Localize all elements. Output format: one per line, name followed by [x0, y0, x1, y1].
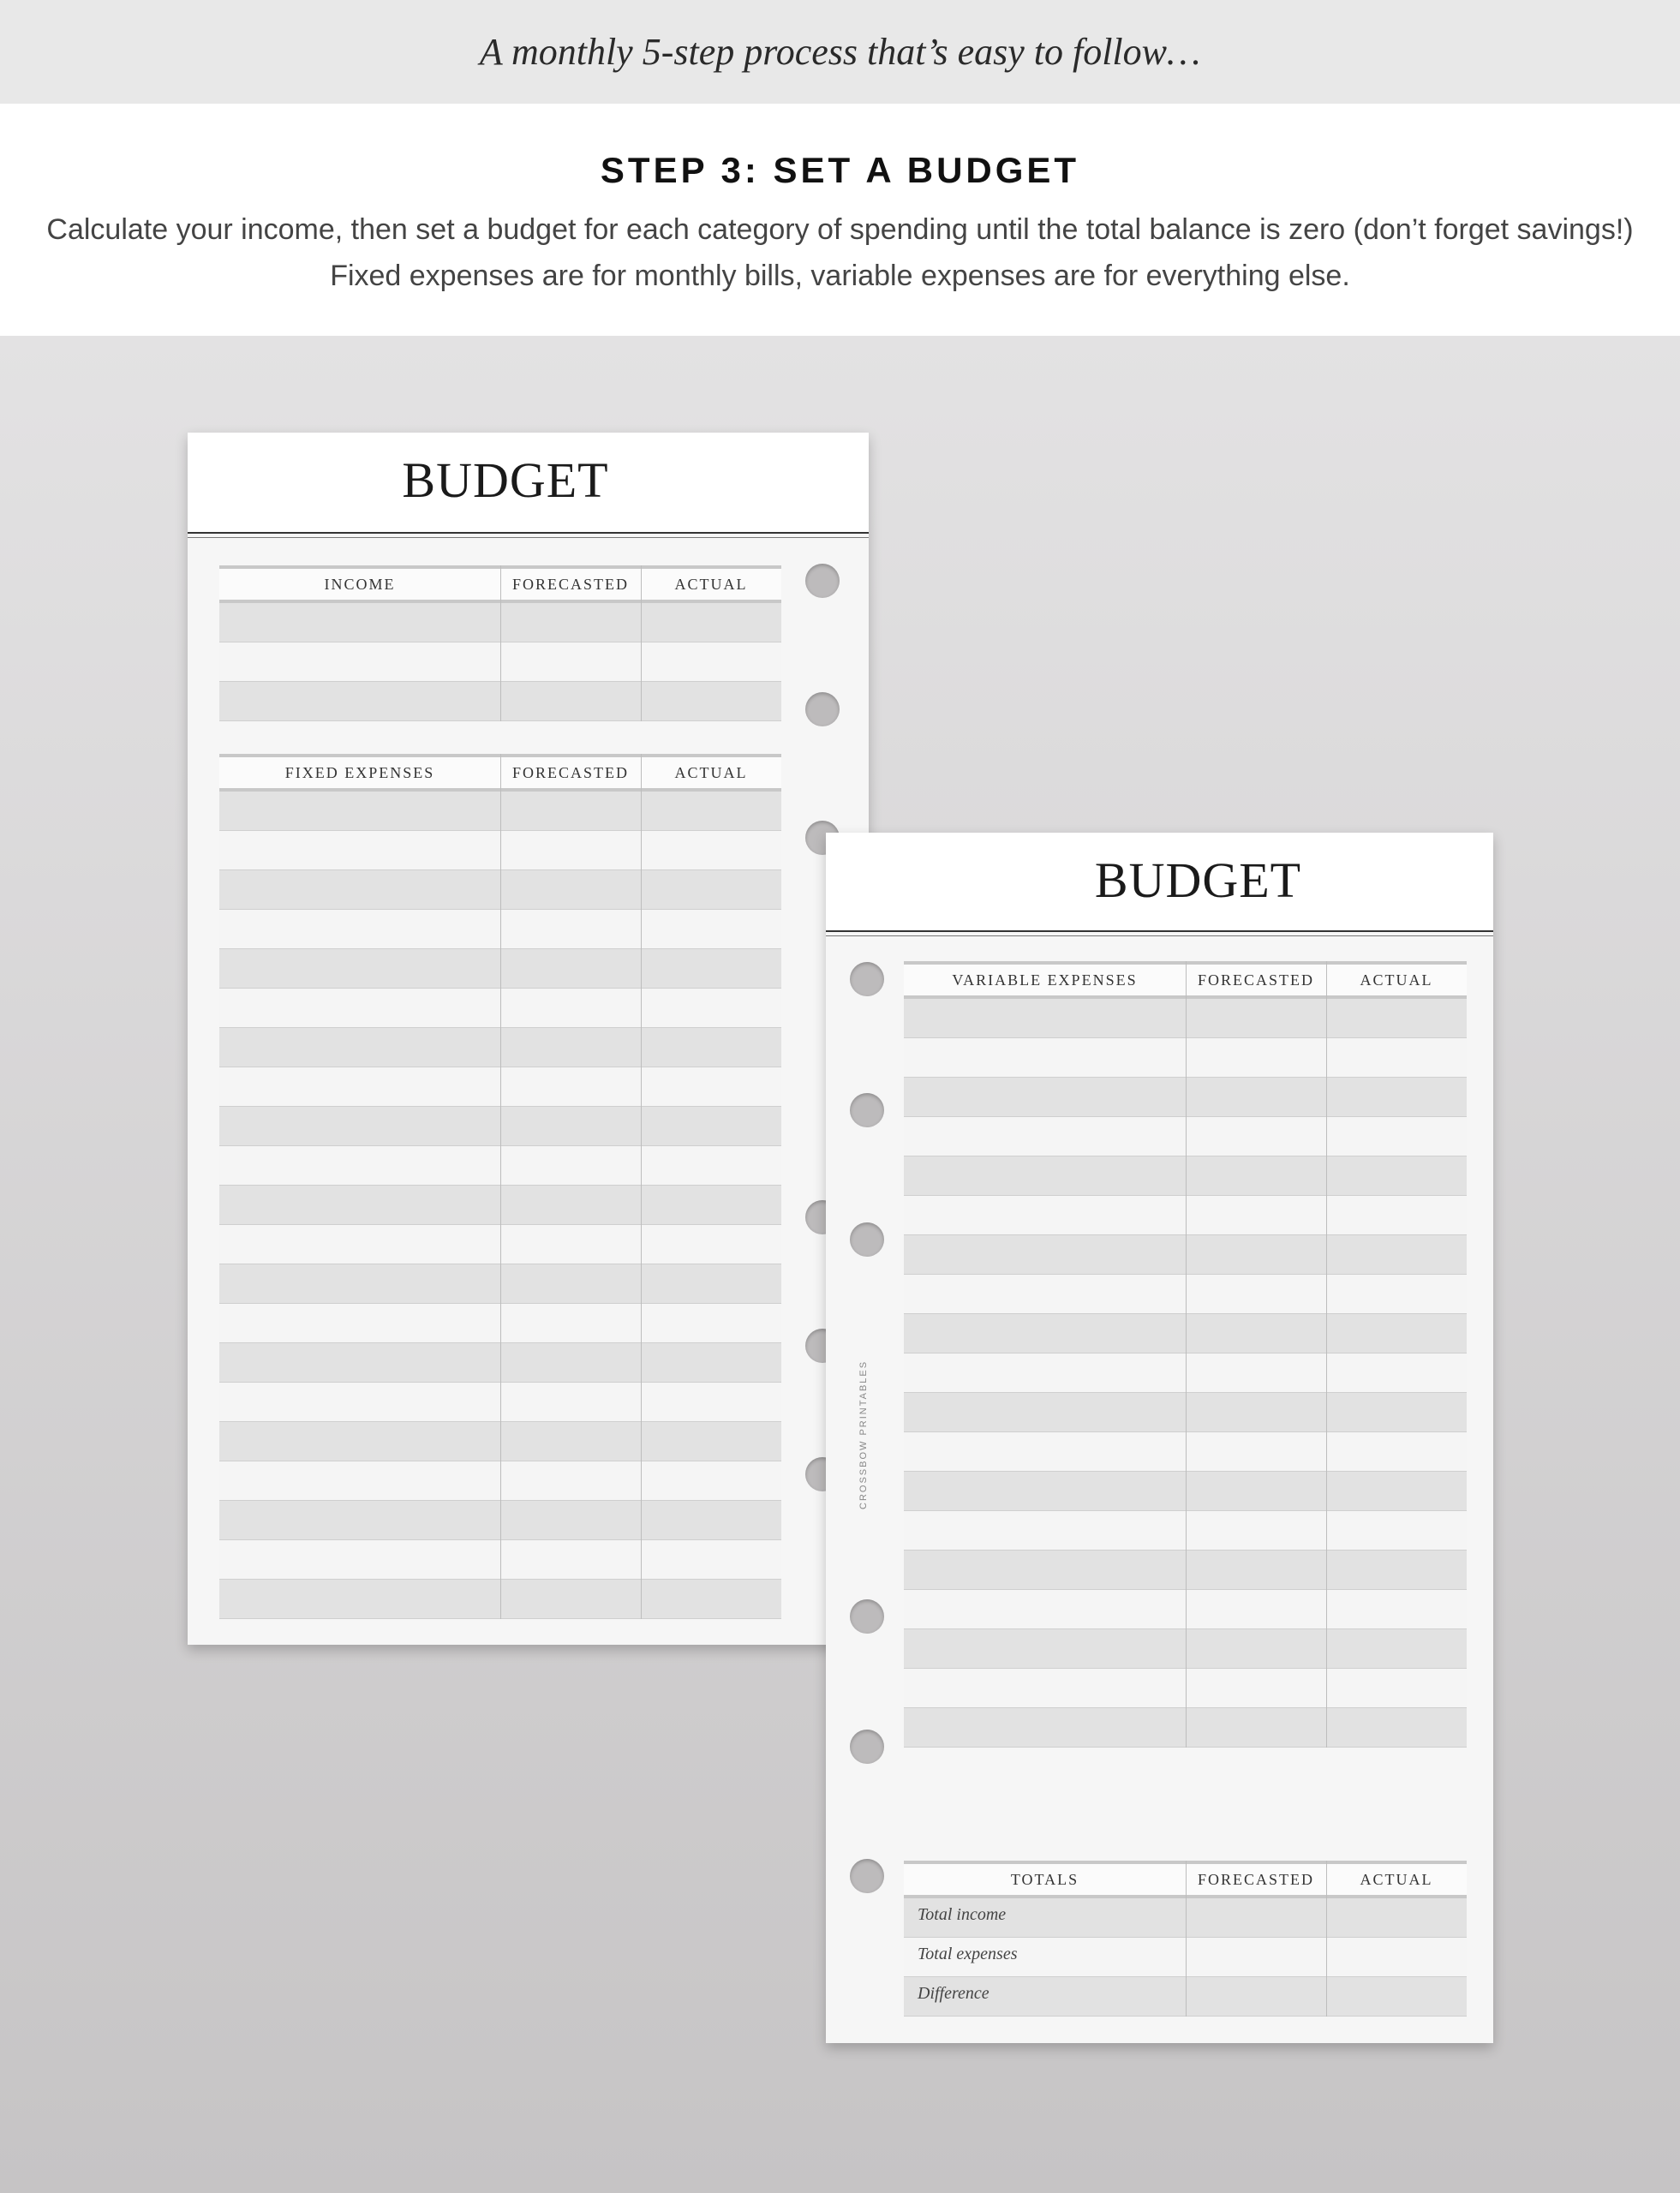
- step-title: STEP 3: SET A BUDGET: [600, 150, 1080, 190]
- column-divider: [1186, 961, 1187, 1748]
- binder-hole: [805, 692, 840, 726]
- column-header-forecasted: FORECASTED: [1197, 971, 1314, 989]
- column-header-forecasted: FORECASTED: [511, 764, 629, 781]
- binder-hole: [850, 1599, 884, 1634]
- sheet-title: BUDGET: [402, 452, 609, 508]
- intro-section: [0, 104, 1680, 336]
- column-header-forecasted: FORECASTED: [1197, 1871, 1314, 1888]
- variable-expenses-table: [904, 961, 1467, 1787]
- binder-hole: [805, 564, 840, 598]
- column-header-forecasted: FORECASTED: [511, 576, 629, 593]
- column-header-actual: ACTUAL: [1360, 971, 1433, 989]
- binder-hole: [850, 1730, 884, 1764]
- step-description: Calculate your income, then set a budget for each category of spending until the total balance is zero (don’t forget savings!) Fixed expenses are for monthly bills, variable expenses are for everything else.: [46, 213, 1634, 292]
- column-divider: [641, 565, 642, 721]
- binder-hole: [850, 1222, 884, 1257]
- sheet-title: BUDGET: [1094, 852, 1302, 908]
- sheet-header: [826, 833, 1493, 932]
- income-table: [219, 565, 781, 725]
- binder-hole: [850, 1093, 884, 1127]
- row-label: Difference: [918, 1984, 989, 2003]
- column-header-variable-expenses: VARIABLE EXPENSES: [952, 971, 1138, 989]
- binder-hole: [850, 962, 884, 996]
- row-label: Total expenses: [918, 1945, 1018, 1963]
- brand-mark: CROSSBOW PRINTABLES: [858, 1359, 869, 1509]
- column-header-actual: ACTUAL: [674, 576, 748, 593]
- column-header-actual: ACTUAL: [1360, 1871, 1433, 1888]
- column-divider: [500, 565, 501, 721]
- top-banner: [0, 0, 1680, 104]
- fixed-expenses-table: [219, 754, 781, 1621]
- column-header-income: INCOME: [324, 576, 396, 593]
- column-header-actual: ACTUAL: [674, 764, 748, 781]
- column-divider: [1326, 961, 1327, 1748]
- column-header-fixed-expenses: FIXED EXPENSES: [284, 764, 435, 781]
- sheet-header: [188, 433, 869, 534]
- totals-table: [904, 1861, 1467, 2020]
- column-divider: [500, 754, 501, 1619]
- column-divider: [641, 754, 642, 1619]
- binder-hole: [850, 1859, 884, 1893]
- row-label: Total income: [918, 1905, 1007, 1924]
- banner-text: A monthly 5-step process that’s easy to follow…: [479, 31, 1201, 73]
- column-divider: [1186, 1861, 1187, 2017]
- budget-sheet-left: [188, 433, 869, 1645]
- budget-sheet-right: [826, 833, 1493, 2043]
- column-header-totals: TOTALS: [1010, 1871, 1079, 1888]
- column-divider: [1326, 1861, 1327, 2017]
